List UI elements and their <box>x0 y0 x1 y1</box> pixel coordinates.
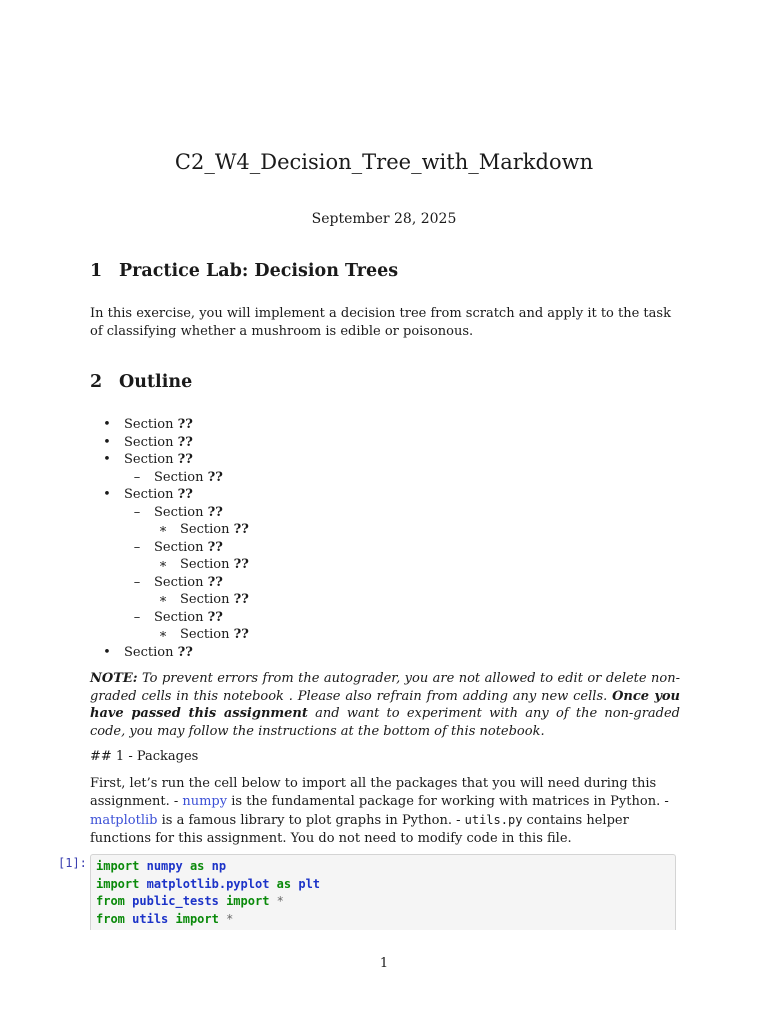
outline-item <box>90 416 249 434</box>
note-text-1: To prevent errors from the autograder, you are not allowed to edit or delete non-graded cells in this notebook . Please also refrain from adding any new cells. <box>90 671 680 704</box>
outline-marker: • <box>103 487 111 502</box>
outline-ref[interactable]: ?? <box>177 452 193 467</box>
code-token: * <box>276 894 284 908</box>
packages-text-4: contains helper functions for this assignment. You do not need to modify code in this file. <box>90 813 629 846</box>
note-paragraph <box>90 670 680 740</box>
packages-heading: ## 1 - Packages <box>90 749 199 764</box>
outline-label: Section <box>124 487 174 502</box>
outline-label: Section <box>154 469 204 485</box>
code-token: from <box>96 894 125 908</box>
page-number: 1 <box>379 956 389 971</box>
note-label: NOTE: <box>90 671 138 686</box>
code-token <box>219 894 226 908</box>
outline-label: Section <box>180 557 230 572</box>
code-token: utils <box>132 911 169 926</box>
section-1-number: 1 <box>90 261 103 281</box>
outline-marker: • <box>103 452 111 467</box>
code-token: import <box>175 911 219 926</box>
code-token: import <box>226 894 270 908</box>
section-1-title: Practice Lab: Decision Trees <box>119 261 399 281</box>
outline-marker: ∗ <box>158 522 168 537</box>
code-token <box>168 912 175 926</box>
utils-code: utils.py <box>464 813 523 827</box>
outline-ref[interactable]: ?? <box>233 557 249 572</box>
outline-ref[interactable]: ?? <box>207 469 223 485</box>
section-2-title: Outline <box>119 372 193 392</box>
outline-list <box>90 416 249 661</box>
outline-item <box>90 556 249 574</box>
code-token: np <box>211 859 227 873</box>
outline-item <box>90 451 249 469</box>
outline-ref[interactable]: ?? <box>207 504 223 520</box>
outline-ref[interactable]: ?? <box>233 627 249 642</box>
note-text-2: and want to experiment with any of the non-graded code, you may follow the instructions at the bottom of this notebook. <box>90 706 681 739</box>
packages-text-1: First, let’s run the cell below to import all the packages that you will need during this assignment. - <box>90 776 657 809</box>
intro-paragraph: In this exercise, you will implement a decision tree from scratch and apply it to the task of classifying whether a mushroom is edible or poisonous. <box>90 306 671 339</box>
code-token: * <box>226 911 234 926</box>
outline-label: Section <box>124 644 174 660</box>
outline-marker: ∗ <box>158 627 168 642</box>
outline-label: Section <box>154 574 204 590</box>
code-line <box>96 858 670 876</box>
outline-ref[interactable]: ?? <box>207 539 223 555</box>
matplotlib-link[interactable]: matplotlib <box>90 813 158 828</box>
code-token <box>219 912 226 926</box>
outline-label: Section <box>154 539 204 555</box>
code-token: as <box>189 859 205 873</box>
code-token: import <box>96 859 140 873</box>
outline-label: Section <box>124 452 174 467</box>
code-token: public_tests <box>132 894 219 908</box>
outline-marker: ∗ <box>158 557 168 572</box>
outline-ref[interactable]: ?? <box>207 609 223 625</box>
outline-item <box>90 644 249 662</box>
code-token: import <box>96 876 140 891</box>
code-token <box>183 859 190 873</box>
outline-item <box>90 469 249 487</box>
outline-ref[interactable]: ?? <box>177 417 193 432</box>
outline-ref[interactable]: ?? <box>207 574 223 590</box>
outline-marker: • <box>103 417 111 432</box>
code-token: as <box>276 876 292 891</box>
outline-label: Section <box>124 417 174 432</box>
outline-item <box>90 626 249 644</box>
outline-ref[interactable]: ?? <box>233 592 249 607</box>
packages-text-2: is the fundamental package for working with matrices in Python. - <box>227 794 669 809</box>
packages-paragraph <box>90 775 680 848</box>
section-2-heading <box>90 372 192 392</box>
outline-label: Section <box>124 434 174 450</box>
section-2-number: 2 <box>90 372 103 392</box>
outline-marker: • <box>103 434 111 450</box>
outline-item <box>90 486 249 504</box>
code-token <box>204 859 211 873</box>
outline-marker: – <box>133 609 141 625</box>
code-token: plt <box>298 876 321 891</box>
outline-label: Section <box>180 627 230 642</box>
code-token: from <box>96 911 125 926</box>
note-bold: Once you have passed this assignment <box>90 688 680 721</box>
code-token <box>139 877 146 891</box>
outline-marker: • <box>103 644 111 660</box>
outline-item <box>90 574 249 592</box>
outline-ref[interactable]: ?? <box>177 487 193 502</box>
outline-marker: – <box>133 469 141 485</box>
outline-label: Section <box>154 609 204 625</box>
outline-item <box>90 504 249 522</box>
outline-marker: – <box>133 539 141 555</box>
outline-item <box>90 609 249 627</box>
outline-item <box>90 591 249 609</box>
code-token <box>269 894 276 908</box>
section-1-heading <box>90 261 398 281</box>
document-date: September 28, 2025 <box>311 211 457 227</box>
outline-ref[interactable]: ?? <box>177 644 193 660</box>
outline-marker: – <box>133 504 141 520</box>
outline-item <box>90 521 249 539</box>
outline-item <box>90 434 249 452</box>
code-line <box>96 876 670 894</box>
code-token: matplotlib.pyplot <box>146 876 270 891</box>
code-token: numpy <box>146 859 183 873</box>
outline-ref[interactable]: ?? <box>233 522 249 537</box>
outline-label: Section <box>154 504 204 520</box>
outline-ref[interactable]: ?? <box>177 434 193 450</box>
document-title: C2_W4_Decision_Tree_with_Markdown <box>174 150 594 174</box>
outline-label: Section <box>180 592 230 607</box>
code-line <box>96 893 670 911</box>
code-cell[interactable] <box>90 854 676 930</box>
code-token <box>139 859 146 873</box>
outline-item <box>90 539 249 557</box>
packages-text-3: is a famous library to plot graphs in Python. - <box>157 813 465 828</box>
code-line <box>96 911 670 929</box>
code-cell-prompt: [1]: <box>58 856 87 870</box>
outline-marker: – <box>133 574 141 590</box>
numpy-link[interactable]: numpy <box>182 794 228 809</box>
outline-marker: ∗ <box>158 592 168 607</box>
outline-label: Section <box>180 522 230 537</box>
code-token <box>269 877 276 891</box>
